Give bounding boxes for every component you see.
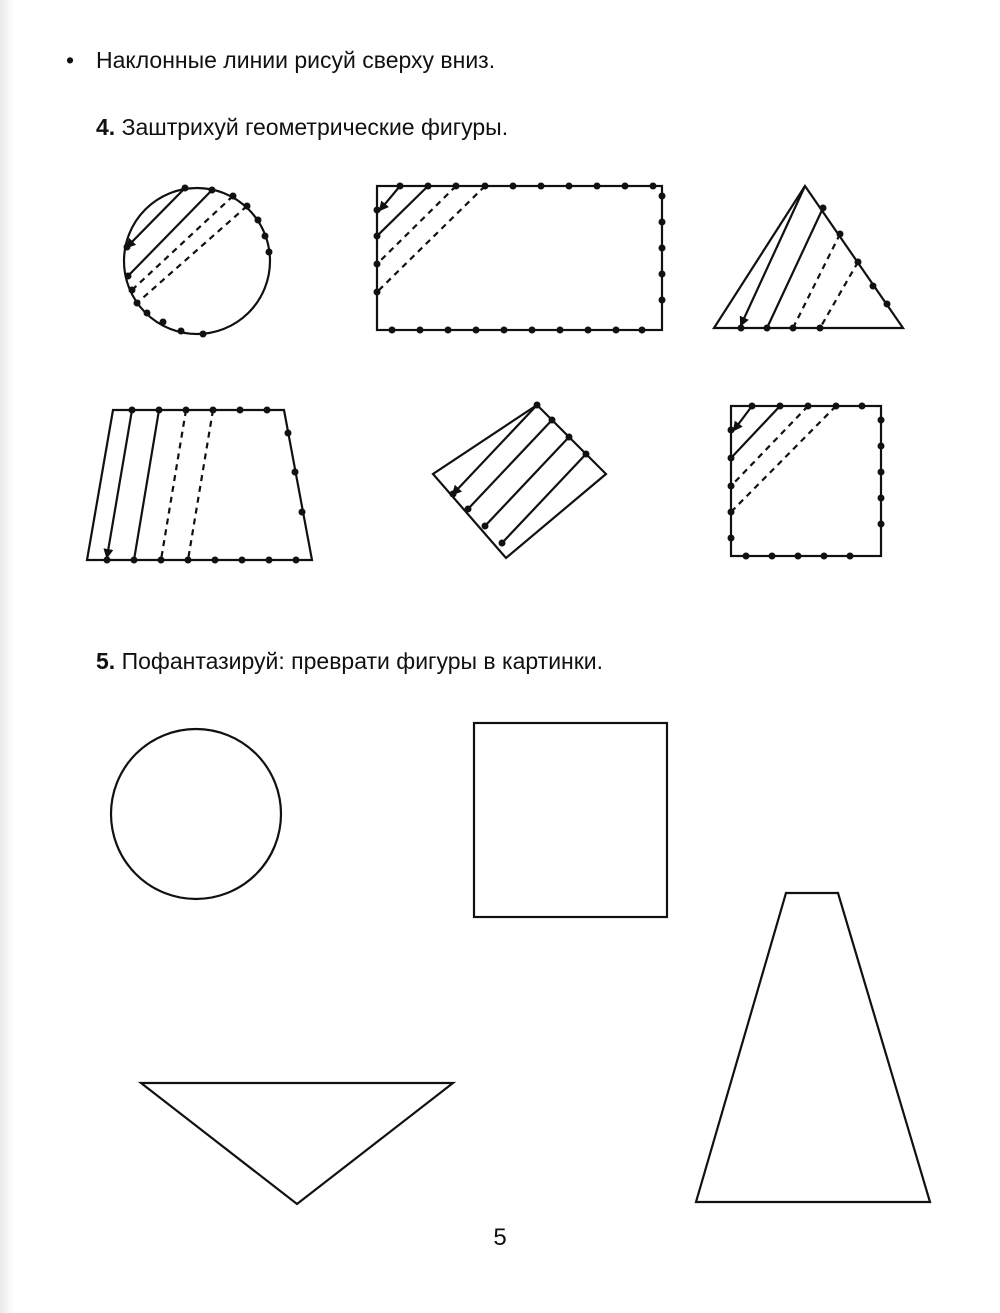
task-5-number: 5. <box>96 648 116 674</box>
task-4-number: 4. <box>96 114 116 140</box>
page-number: 5 <box>493 1224 507 1251</box>
hatch-trapezoid-figure <box>87 410 312 560</box>
fantasy-triangle <box>141 1083 453 1204</box>
hatch-diamond-figure <box>433 405 606 558</box>
task-4-text: Заштрихуй геометрические фигуры. <box>121 114 509 140</box>
fantasy-square <box>474 723 667 917</box>
fantasy-trapezoid <box>696 893 930 1202</box>
fantasy-circle <box>111 729 281 899</box>
hatch-triangle-figure <box>714 186 903 328</box>
task-5-text: Пофантазируй: преврати фигуры в картинки. <box>121 648 604 674</box>
bullet-icon: • <box>66 47 75 73</box>
hatch-square-figure <box>731 406 881 556</box>
hatch-rectangle-figure <box>377 186 662 330</box>
guide-dots <box>104 183 891 564</box>
instruction-text: Наклонные линии рисуй сверху вниз. <box>96 47 496 73</box>
